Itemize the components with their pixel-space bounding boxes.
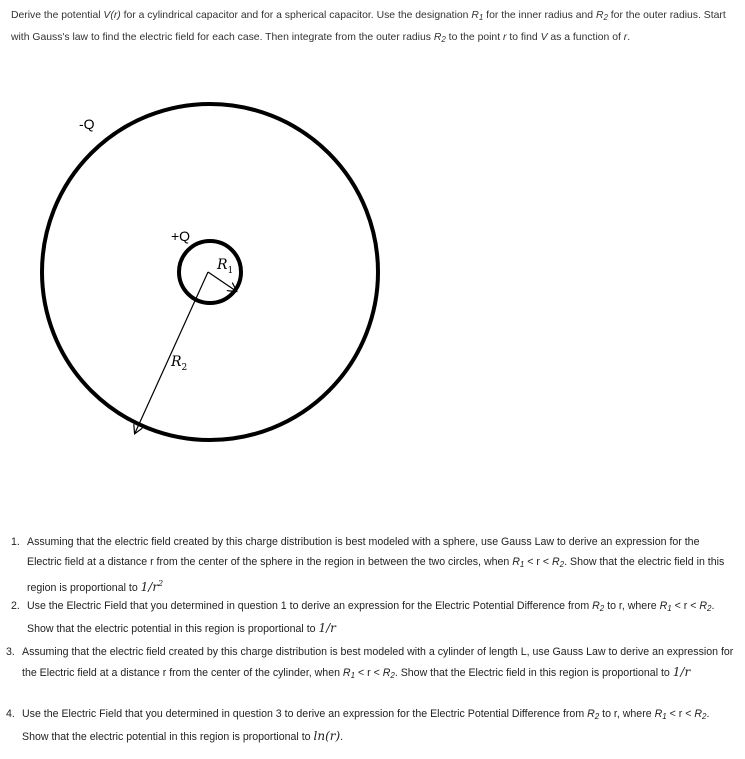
question-3: 3. Assuming that the electric field created by this charge distribution is best modeled with a cylinder of length L, use Gauss Law to derive an expression for the Electric field at a distance r from the center of the cylinder, when $R_1 < r < R_2$. Show that the Electric field in this region is proportional to 1/r bbox=[6, 646, 734, 680]
outer-radius-arrow bbox=[135, 272, 208, 433]
inner-radius-label: $R_1$ bbox=[217, 257, 234, 276]
problem-statement: Derive the potential V(r) for a cylindrical capacitor and for a spherical capacitor. Use the designation $R_1$ for the inner radius and $R_2$ for the outer radius. Start with Gauss's law to find the electric field for each case. Then integrate from the outer radius $R_2$ to the point r to find V as a function of r. bbox=[11, 10, 726, 44]
capacitor-diagram bbox=[0, 100, 420, 450]
outer-charge-label: -Q bbox=[79, 116, 95, 132]
outer-radius-label: $R_2$ bbox=[171, 354, 188, 373]
inner-charge-label: +Q bbox=[171, 228, 191, 244]
question-2: 2. Use the Electric Field that you determined in question 1 to derive an expression for the Electric Potential Difference from $R_2$ to r, where $R_1 < r < R_2$. Show that the electric potential in this region is proportional to 1/r bbox=[11, 600, 715, 635]
outer-conductor-circle bbox=[42, 104, 378, 440]
question-1: 1. Assuming that the electric field created by this charge distribution is best modeled with a sphere, use Gauss Law to derive an expression for the Electric field at a distance r from the center of the sphere in the region in between the two circles, when $R_1 < r < R_2$. Show that the electric field in this region is proportional to $1/r^2$ bbox=[11, 536, 725, 594]
question-4: 4. Use the Electric Field that you determined in question 3 to derive an expression for the Electric Potential Difference from $R_2$ to r, where $R_1 < r < R_2$. Show that the electric potential in this region is proportional to ln(r). bbox=[6, 708, 710, 743]
